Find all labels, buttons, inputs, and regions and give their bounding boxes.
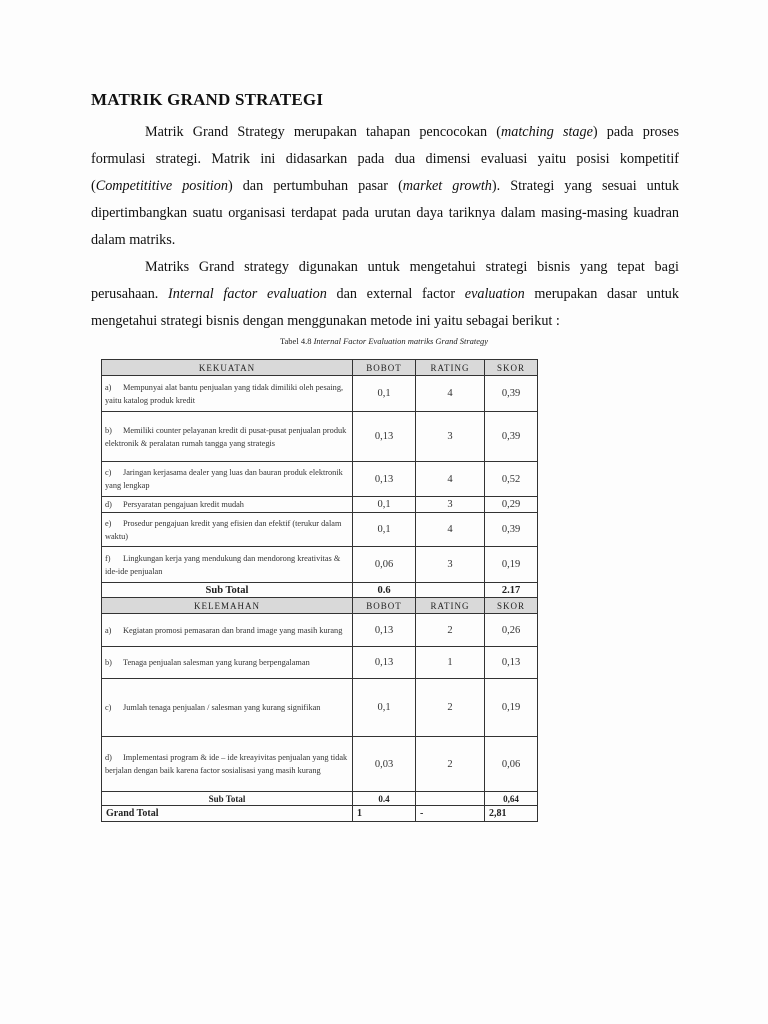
table-row <box>102 513 538 547</box>
p2-italic-2: evaluation <box>464 286 525 302</box>
subtotal-label: Sub Total <box>102 792 353 806</box>
bobot-cell: 0,1 <box>353 376 416 412</box>
p2-text-1: Matriks Grand strategy digunakan untuk mengetahui strategi bisnis yang tepat bagi perusahaan. <box>91 259 679 302</box>
subtotal-skor: 2.17 <box>485 583 538 598</box>
kekuatan-header-rating: RATING <box>416 360 485 376</box>
skor-cell: 0,39 <box>485 513 538 547</box>
factor-cell <box>102 376 353 412</box>
rating-cell: 1 <box>416 647 485 679</box>
p2-text-3: merupakan dasar untuk mengetahui strategi bisnis dengan menggunakan metode ini yaitu sebagai berikut : <box>91 286 679 329</box>
document-body <box>91 90 679 335</box>
kekuatan-header-skor: SKOR <box>485 360 538 376</box>
subtotal-rating <box>416 792 485 806</box>
skor-cell: 0,52 <box>485 462 538 497</box>
p1-italic-3: market growth <box>402 178 492 194</box>
p1-text-2: ) pada proses formulasi strategi. Matrik ini didasarkan pada dua dimensi evaluasi yaitu posisi kompetitif ( <box>91 124 680 194</box>
factor-cell <box>102 737 353 792</box>
table-row <box>102 647 538 679</box>
rating-cell: 4 <box>416 376 485 412</box>
grand-total-skor: 2,81 <box>485 806 538 822</box>
skor-cell: 0,13 <box>485 647 538 679</box>
skor-cell: 0,39 <box>485 412 538 462</box>
factor-text: Tenaga penjualan salesman yang kurang berpengalaman <box>123 658 310 667</box>
factor-text: Memiliki counter pelayanan kredit di pusat-pusat penjualan produk elektronik & peralatan rumah tangga yang strategis <box>105 425 347 448</box>
bobot-cell: 0,13 <box>353 647 416 679</box>
kekuatan-header-bobot: BOBOT <box>353 360 416 376</box>
grand-total-row <box>102 806 538 822</box>
factor-cell <box>102 614 353 647</box>
table-row <box>102 497 538 513</box>
rating-cell: 4 <box>416 513 485 547</box>
kekuatan-subtotal-row <box>102 583 538 598</box>
paragraph-2 <box>91 254 679 335</box>
grand-total-bobot: 1 <box>353 806 416 822</box>
bobot-cell: 0,13 <box>353 462 416 497</box>
ife-table <box>101 359 538 822</box>
table-caption <box>0 336 768 346</box>
factor-cell <box>102 462 353 497</box>
rating-cell: 2 <box>416 614 485 647</box>
factor-cell <box>102 412 353 462</box>
bobot-cell: 0,1 <box>353 679 416 737</box>
rating-cell: 3 <box>416 547 485 583</box>
kelemahan-header-factor: KELEMAHAN <box>102 598 353 614</box>
factor-cell <box>102 547 353 583</box>
factor-label: a) <box>105 625 112 635</box>
factor-text: Lingkungan kerja yang mendukung dan mendorong kreativitas & ide-ide penjualan <box>105 553 341 576</box>
factor-label: d) <box>105 753 112 762</box>
factor-label: c) <box>105 703 112 712</box>
factor-cell <box>102 513 353 547</box>
table-row <box>102 462 538 497</box>
bobot-cell: 0,1 <box>353 497 416 513</box>
factor-cell <box>102 647 353 679</box>
skor-cell: 0,19 <box>485 547 538 583</box>
rating-cell: 4 <box>416 462 485 497</box>
factor-text: Implementasi program & ide – ide kreayivitas penjualan yang tidak berjalan dengan baik karena factor sosialisasi yang masih kurang <box>105 753 348 775</box>
skor-cell: 0,39 <box>485 376 538 412</box>
factor-text: Prosedur pengajuan kredit yang efisien dan efektif (terukur dalam waktu) <box>105 518 342 541</box>
table-row <box>102 376 538 412</box>
factor-label: b) <box>105 425 112 435</box>
factor-label: e) <box>105 518 112 528</box>
ife-table-body <box>102 360 538 822</box>
factor-label: f) <box>105 553 111 563</box>
kelemahan-header-rating: RATING <box>416 598 485 614</box>
factor-cell <box>102 497 353 513</box>
p2-text-2: dan external factor <box>326 286 465 302</box>
grand-total-label: Grand Total <box>102 806 353 822</box>
rating-cell: 3 <box>416 412 485 462</box>
bobot-cell: 0,1 <box>353 513 416 547</box>
p1-italic-2: Competititive position <box>95 178 228 194</box>
skor-cell: 0,26 <box>485 614 538 647</box>
bobot-cell: 0,03 <box>353 737 416 792</box>
factor-label: c) <box>105 468 112 477</box>
kelemahan-subtotal-row <box>102 792 538 806</box>
factor-label: a) <box>105 382 112 392</box>
kekuatan-header-factor: KEKUATAN <box>102 360 353 376</box>
kelemahan-header-row <box>102 598 538 614</box>
subtotal-bobot: 0.6 <box>353 583 416 598</box>
factor-cell <box>102 679 353 737</box>
p1-italic-1: matching stage <box>500 124 593 140</box>
factor-text: Persyaratan pengajuan kredit mudah <box>123 500 244 509</box>
kelemahan-header-skor: SKOR <box>485 598 538 614</box>
factor-text: Mempunyai alat bantu penjualan yang tidak dimiliki oleh pesaing, yaitu katalog produk kredit <box>105 382 344 405</box>
factor-text: Kegiatan promosi pemasaran dan brand image yang masih kurang <box>123 625 343 635</box>
subtotal-label: Sub Total <box>102 583 353 598</box>
table-row <box>102 679 538 737</box>
p2-italic-1: Internal factor evaluation <box>168 286 327 302</box>
rating-cell: 2 <box>416 679 485 737</box>
bobot-cell: 0,06 <box>353 547 416 583</box>
factor-text: Jaringan kerjasama dealer yang luas dan bauran produk elektronik yang lengkap <box>105 468 343 490</box>
skor-cell: 0,19 <box>485 679 538 737</box>
kekuatan-header-row <box>102 360 538 376</box>
caption-prefix: Tabel 4.8 <box>279 336 314 346</box>
table-row <box>102 547 538 583</box>
p1-text-3: ) dan pertumbuhan pasar ( <box>227 178 403 194</box>
kelemahan-header-bobot: BOBOT <box>353 598 416 614</box>
subtotal-skor: 0,64 <box>485 792 538 806</box>
table-row <box>102 614 538 647</box>
skor-cell: 0,29 <box>485 497 538 513</box>
skor-cell: 0,06 <box>485 737 538 792</box>
factor-label: d) <box>105 500 112 509</box>
factor-text: Jumlah tenaga penjualan / salesman yang kurang signifikan <box>123 703 321 712</box>
subtotal-bobot: 0.4 <box>353 792 416 806</box>
p1-text-1: Matrik Grand Strategy merupakan tahapan pencocokan ( <box>145 124 501 140</box>
section-heading: MATRIK GRAND STRATEGI <box>91 90 324 109</box>
factor-label: b) <box>105 658 112 667</box>
p1-text-4: ). Strategi yang sesuai untuk dipertimbangkan suatu organisasi terdapat pada urutan daya tariknya dalam masing-masing kuadran dalam matriks. <box>91 178 679 248</box>
paragraph-1 <box>91 119 679 254</box>
bobot-cell: 0,13 <box>353 412 416 462</box>
table-row <box>102 737 538 792</box>
grand-total-rating: - <box>416 806 485 822</box>
caption-italic: Internal Factor Evaluation matriks Grand Strategy <box>313 336 489 346</box>
bobot-cell: 0,13 <box>353 614 416 647</box>
table-row <box>102 412 538 462</box>
subtotal-rating <box>416 583 485 598</box>
rating-cell: 2 <box>416 737 485 792</box>
rating-cell: 3 <box>416 497 485 513</box>
